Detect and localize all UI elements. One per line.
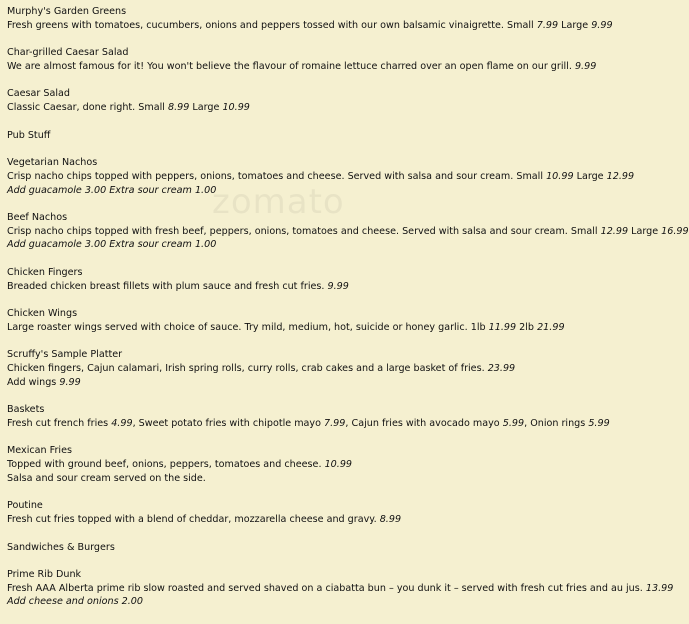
menu-item-title: Beef Nachos	[7, 212, 68, 224]
description-text: , Onion rings	[524, 417, 589, 429]
menu-item-description	[7, 101, 647, 115]
description-text: Large	[558, 19, 592, 31]
price-text: 7.99	[324, 417, 346, 429]
price-text: Add cheese and onions 2.00	[7, 596, 143, 608]
menu-item-description	[7, 184, 647, 198]
menu-item-description	[7, 321, 647, 335]
menu-item-title: Chicken Fingers	[7, 266, 83, 278]
price-text: 10.99	[324, 459, 353, 471]
description-text: Classic Caesar, done right. Small	[7, 102, 168, 114]
description-text: 2lb	[516, 321, 538, 333]
description-text: Crisp nacho chips topped with peppers, onions, tomatoes and cheese. Served with salsa and sour cream. Small	[7, 170, 547, 182]
description-text: Chicken fingers, Cajun calamari, Irish spring rolls, curry rolls, crab cakes and a large basket of fries.	[7, 363, 488, 375]
menu-item-description	[7, 225, 689, 239]
description-text: Breaded chicken breast fillets with plum sauce and fresh cut fries.	[7, 280, 328, 292]
price-text: 12.99	[606, 170, 635, 182]
price-text: 5.99	[502, 417, 525, 429]
price-text: 8.99	[167, 102, 190, 114]
menu-item-title: Vegetarian Nachos	[7, 157, 98, 169]
menu-item-description	[7, 170, 647, 184]
menu-item-description	[7, 417, 647, 431]
menu-item-title: Scruffy's Sample Platter	[7, 349, 123, 361]
price-text: 16.99	[661, 225, 689, 237]
description-text: We are almost famous for it! You won't believe the flavour of romaine lettuce charred over an open flame on our grill.	[7, 60, 575, 72]
menu-item	[7, 307, 647, 334]
menu-item	[7, 156, 647, 197]
menu-item-description	[7, 280, 647, 294]
price-text: 10.99	[546, 170, 574, 182]
price-text: Add guacamole 3.00 Extra sour cream 1.00	[7, 239, 217, 251]
description-text: Large	[628, 225, 662, 237]
description-text: Large roaster wings served with choice of sauce. Try mild, medium, hot, suicide or honey garlic. 1lb	[7, 321, 489, 333]
menu-item-description	[7, 458, 647, 472]
description-text: , Cajun fries with avocado mayo	[345, 417, 503, 429]
menu-item	[7, 46, 647, 73]
menu-item	[7, 266, 647, 293]
section-heading: Sandwiches & Burgers	[7, 541, 115, 553]
menu-item	[7, 5, 647, 32]
menu-item	[7, 348, 647, 389]
price-text: 9.99	[574, 60, 597, 72]
menu-item-title: Prime Rib Dunk	[7, 569, 82, 581]
price-text: 7.99	[536, 19, 559, 31]
price-text: 10.99	[222, 102, 250, 114]
menu-item-title: Chicken Wings	[7, 308, 78, 320]
description-text: Fresh cut fries topped with a blend of cheddar, mozzarella cheese and gravy.	[7, 514, 380, 526]
menu-item	[7, 499, 647, 526]
description-text: Crisp nacho chips topped with fresh beef, peppers, onions, tomatoes and cheese. Served with salsa and sour cream. Small	[7, 225, 601, 237]
menu-item	[7, 211, 689, 252]
description-text: Fresh greens with tomatoes, cucumbers, onions and peppers tossed with our own balsamic vinaigrette. Small	[7, 19, 537, 31]
menu-item-description	[7, 513, 647, 527]
menu-item-title: Poutine	[7, 500, 43, 512]
price-text: 9.99	[591, 19, 613, 31]
description-text: Large	[573, 170, 607, 182]
price-text: 21.99	[537, 321, 565, 333]
menu-item-description	[7, 582, 674, 596]
menu-item-description	[7, 376, 647, 390]
menu-item-description	[7, 472, 647, 486]
description-text: Large	[189, 102, 223, 114]
description-text: Fresh AAA Alberta prime rib slow roasted and served shaved on a ciabatta bun – you dunk it – served with fresh cut fries and au jus.	[7, 582, 646, 594]
price-text: 12.99	[600, 225, 629, 237]
menu-item-title: Murphy's Garden Greens	[7, 6, 127, 17]
price-text: 9.99	[327, 280, 349, 292]
watermark: zomato	[212, 182, 345, 222]
description-text: Salsa and sour cream served on the side.	[7, 472, 206, 484]
description-text: Fresh cut french fries	[7, 417, 112, 429]
menu-item-title: Caesar Salad	[7, 88, 70, 100]
menu-item	[7, 87, 647, 114]
description-text: , Sweet potato fries with chipotle mayo	[132, 417, 325, 429]
price-text: 5.99	[588, 417, 610, 429]
menu-item-description	[7, 595, 647, 609]
price-text: 4.99	[111, 417, 133, 429]
section-heading: Pub Stuff	[7, 129, 51, 141]
menu-item-title: Mexican Fries	[7, 445, 72, 457]
price-text: 13.99	[645, 582, 674, 594]
price-text: 9.99	[59, 376, 81, 388]
price-text: Add guacamole 3.00 Extra sour cream 1.00	[7, 184, 217, 196]
menu-item-description	[7, 362, 647, 376]
price-text: 23.99	[487, 363, 516, 375]
menu-item-description	[7, 238, 647, 252]
menu-item	[7, 568, 674, 609]
menu-item	[7, 444, 647, 485]
menu-item-description	[7, 19, 647, 33]
description-text: Topped with ground beef, onions, peppers, tomatoes and cheese.	[7, 459, 325, 471]
menu-item	[7, 403, 647, 430]
menu-item-description	[7, 60, 647, 74]
price-text: 11.99	[488, 321, 517, 333]
description-text: Add wings	[7, 376, 60, 388]
menu-item-title: Char-grilled Caesar Salad	[7, 47, 129, 59]
price-text: 8.99	[379, 514, 402, 526]
menu-list	[7, 5, 689, 623]
menu-item-title: Baskets	[7, 404, 45, 416]
